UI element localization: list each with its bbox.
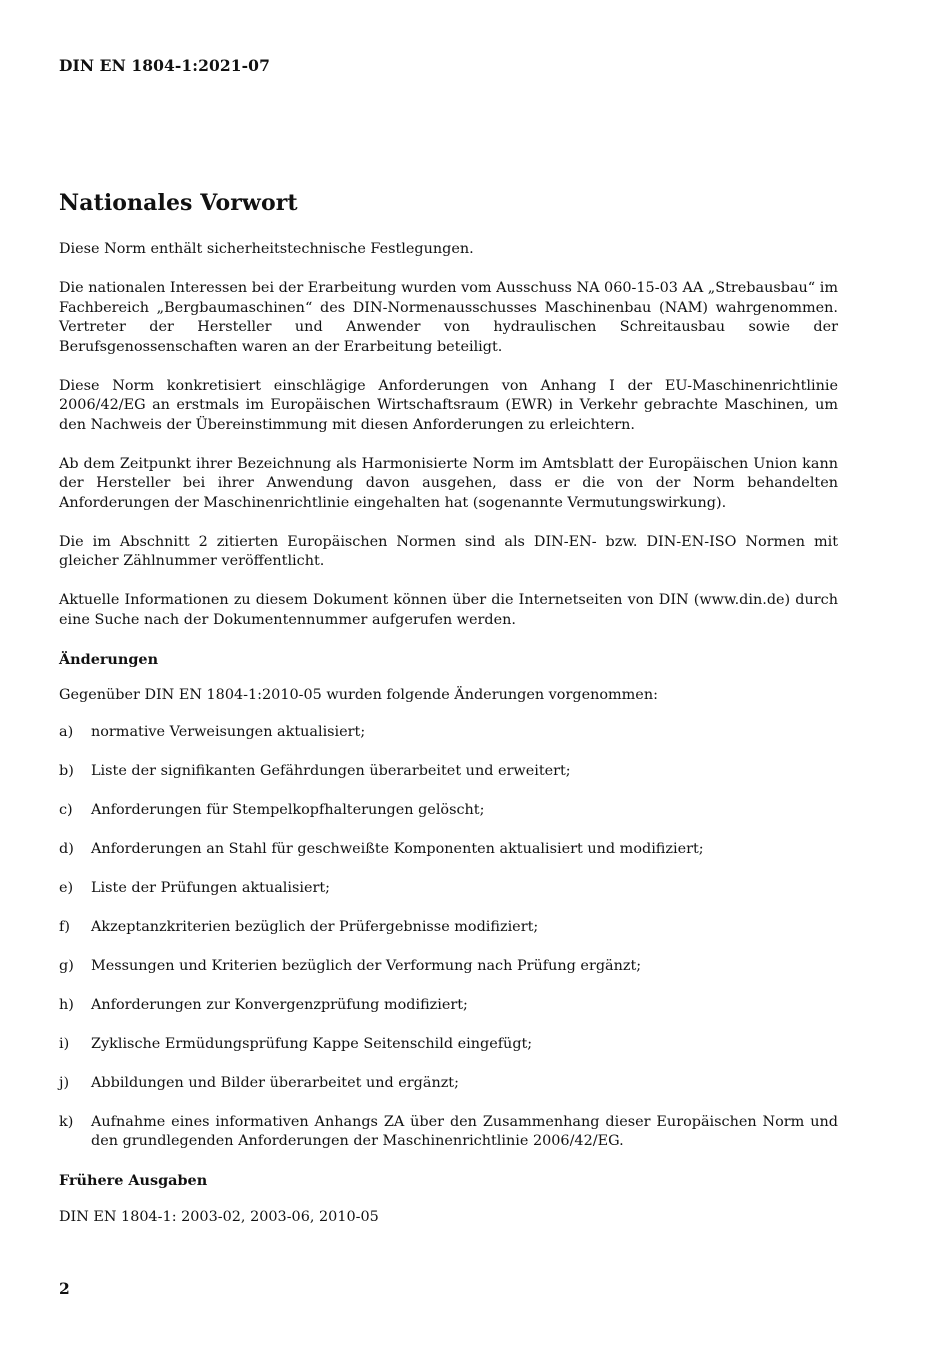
list-item-text: Anforderungen zur Konvergenzprüfung modifiziert; bbox=[91, 996, 468, 1013]
list-item-text: Liste der signifikanten Gefährdungen überarbeitet und erweitert; bbox=[91, 762, 571, 779]
document-identifier: DIN EN 1804-1:2021-07 bbox=[59, 56, 270, 75]
paragraph-directive: Diese Norm konkretisiert einschlägige Anforderungen von Anhang I der EU-Maschinenrichtlinie 2006/42/EG an erstmals im Europäischen Wirtschaftsraum (EWR) in Verkehr gebrachte Maschinen, um den Nachweis der Übereinstimmung mit diesen Anforderungen zu erleichtern. bbox=[59, 377, 838, 433]
page-number: 2 bbox=[59, 1279, 70, 1298]
list-item bbox=[59, 1074, 838, 1094]
paragraph-committee: Die nationalen Interessen bei der Erarbeitung wurden vom Ausschuss NA 060-15-03 AA „Strebausbau“ im Fachbereich „Bergbaumaschinen“ des DIN-Normenausschusses Maschinenbau (NAM) wahrgenommen. Vertreter der Hersteller und Anwender von hydraulischen Schreitausbau sowie der Berufsgenossenschaften waren an der Erarbeitung beteiligt. bbox=[59, 280, 838, 355]
list-item bbox=[59, 801, 838, 821]
list-item-text: Akzeptanzkriterien bezüglich der Prüfergebnisse modifiziert; bbox=[91, 918, 539, 935]
list-item bbox=[59, 996, 838, 1016]
list-item-label: g) bbox=[59, 957, 74, 974]
list-item bbox=[59, 840, 838, 860]
list-item-label: f) bbox=[59, 918, 70, 935]
section-title: Nationales Vorwort bbox=[59, 190, 298, 216]
paragraph-presumption: Ab dem Zeitpunkt ihrer Bezeichnung als Harmonisierte Norm im Amtsblatt der Europäischen Union kann der Hersteller bei ihrer Anwendung davon ausgehen, dass er die von der Norm behandelten Anforderungen der Maschinenrichtlinie eingehalten hat (sogenannte Vermutungswirkung). bbox=[59, 455, 838, 511]
paragraph-current-info: Aktuelle Informationen zu diesem Dokument können über die Internetseiten von DIN (www.din.de) durch eine Suche nach der Dokumentennummer aufgerufen werden. bbox=[59, 592, 838, 628]
list-item-text: Aufnahme eines informativen Anhangs ZA über den Zusammenhang dieser Europäischen Norm und den grundlegenden Anforderungen der Maschinenrichtlinie 2006/42/EG. bbox=[91, 1113, 838, 1149]
list-item-label: a) bbox=[59, 723, 74, 740]
list-item-text: normative Verweisungen aktualisiert; bbox=[91, 723, 366, 740]
list-item-text: Anforderungen für Stempelkopfhalterungen gelöscht; bbox=[91, 801, 485, 818]
list-item-label: d) bbox=[59, 840, 74, 857]
paragraph-safety-spec: Diese Norm enthält sicherheitstechnische Festlegungen. bbox=[59, 241, 474, 257]
list-item-label: i) bbox=[59, 1035, 70, 1052]
changes-intro: Gegenüber DIN EN 1804-1:2010-05 wurden folgende Änderungen vorgenommen: bbox=[59, 687, 658, 703]
changes-heading: Änderungen bbox=[59, 650, 159, 668]
list-item-label: h) bbox=[59, 996, 74, 1013]
list-item bbox=[59, 1035, 838, 1055]
list-item bbox=[59, 762, 838, 782]
previous-editions-heading: Frühere Ausgaben bbox=[59, 1172, 208, 1189]
list-item-label: k) bbox=[59, 1113, 74, 1130]
list-item bbox=[59, 879, 838, 899]
list-item-label: e) bbox=[59, 879, 74, 896]
list-item-text: Messungen und Kriterien bezüglich der Verformung nach Prüfung ergänzt; bbox=[91, 957, 642, 974]
list-item-label: c) bbox=[59, 801, 73, 818]
list-item-label: j) bbox=[59, 1074, 70, 1091]
previous-editions-text: DIN EN 1804-1: 2003-02, 2003-06, 2010-05 bbox=[59, 1208, 379, 1225]
list-item-label: b) bbox=[59, 762, 74, 779]
list-item bbox=[59, 957, 838, 977]
list-item-text: Zyklische Ermüdungsprüfung Kappe Seitenschild eingefügt; bbox=[91, 1035, 533, 1052]
list-item bbox=[59, 918, 838, 938]
list-item-text: Anforderungen an Stahl für geschweißte Komponenten aktualisiert und modifiziert; bbox=[91, 840, 704, 857]
document-page bbox=[59, 0, 838, 1345]
paragraph-cited-standards: Die im Abschnitt 2 zitierten Europäischen Normen sind als DIN-EN- bzw. DIN-EN-ISO Normen mit gleicher Zählnummer veröffentlicht. bbox=[59, 533, 838, 569]
list-item bbox=[59, 1113, 838, 1152]
list-item bbox=[59, 723, 838, 743]
changes-list bbox=[59, 723, 838, 1152]
list-item-text: Abbildungen und Bilder überarbeitet und ergänzt; bbox=[91, 1074, 459, 1091]
list-item-text: Liste der Prüfungen aktualisiert; bbox=[91, 879, 331, 896]
document-body bbox=[59, 240, 838, 1247]
